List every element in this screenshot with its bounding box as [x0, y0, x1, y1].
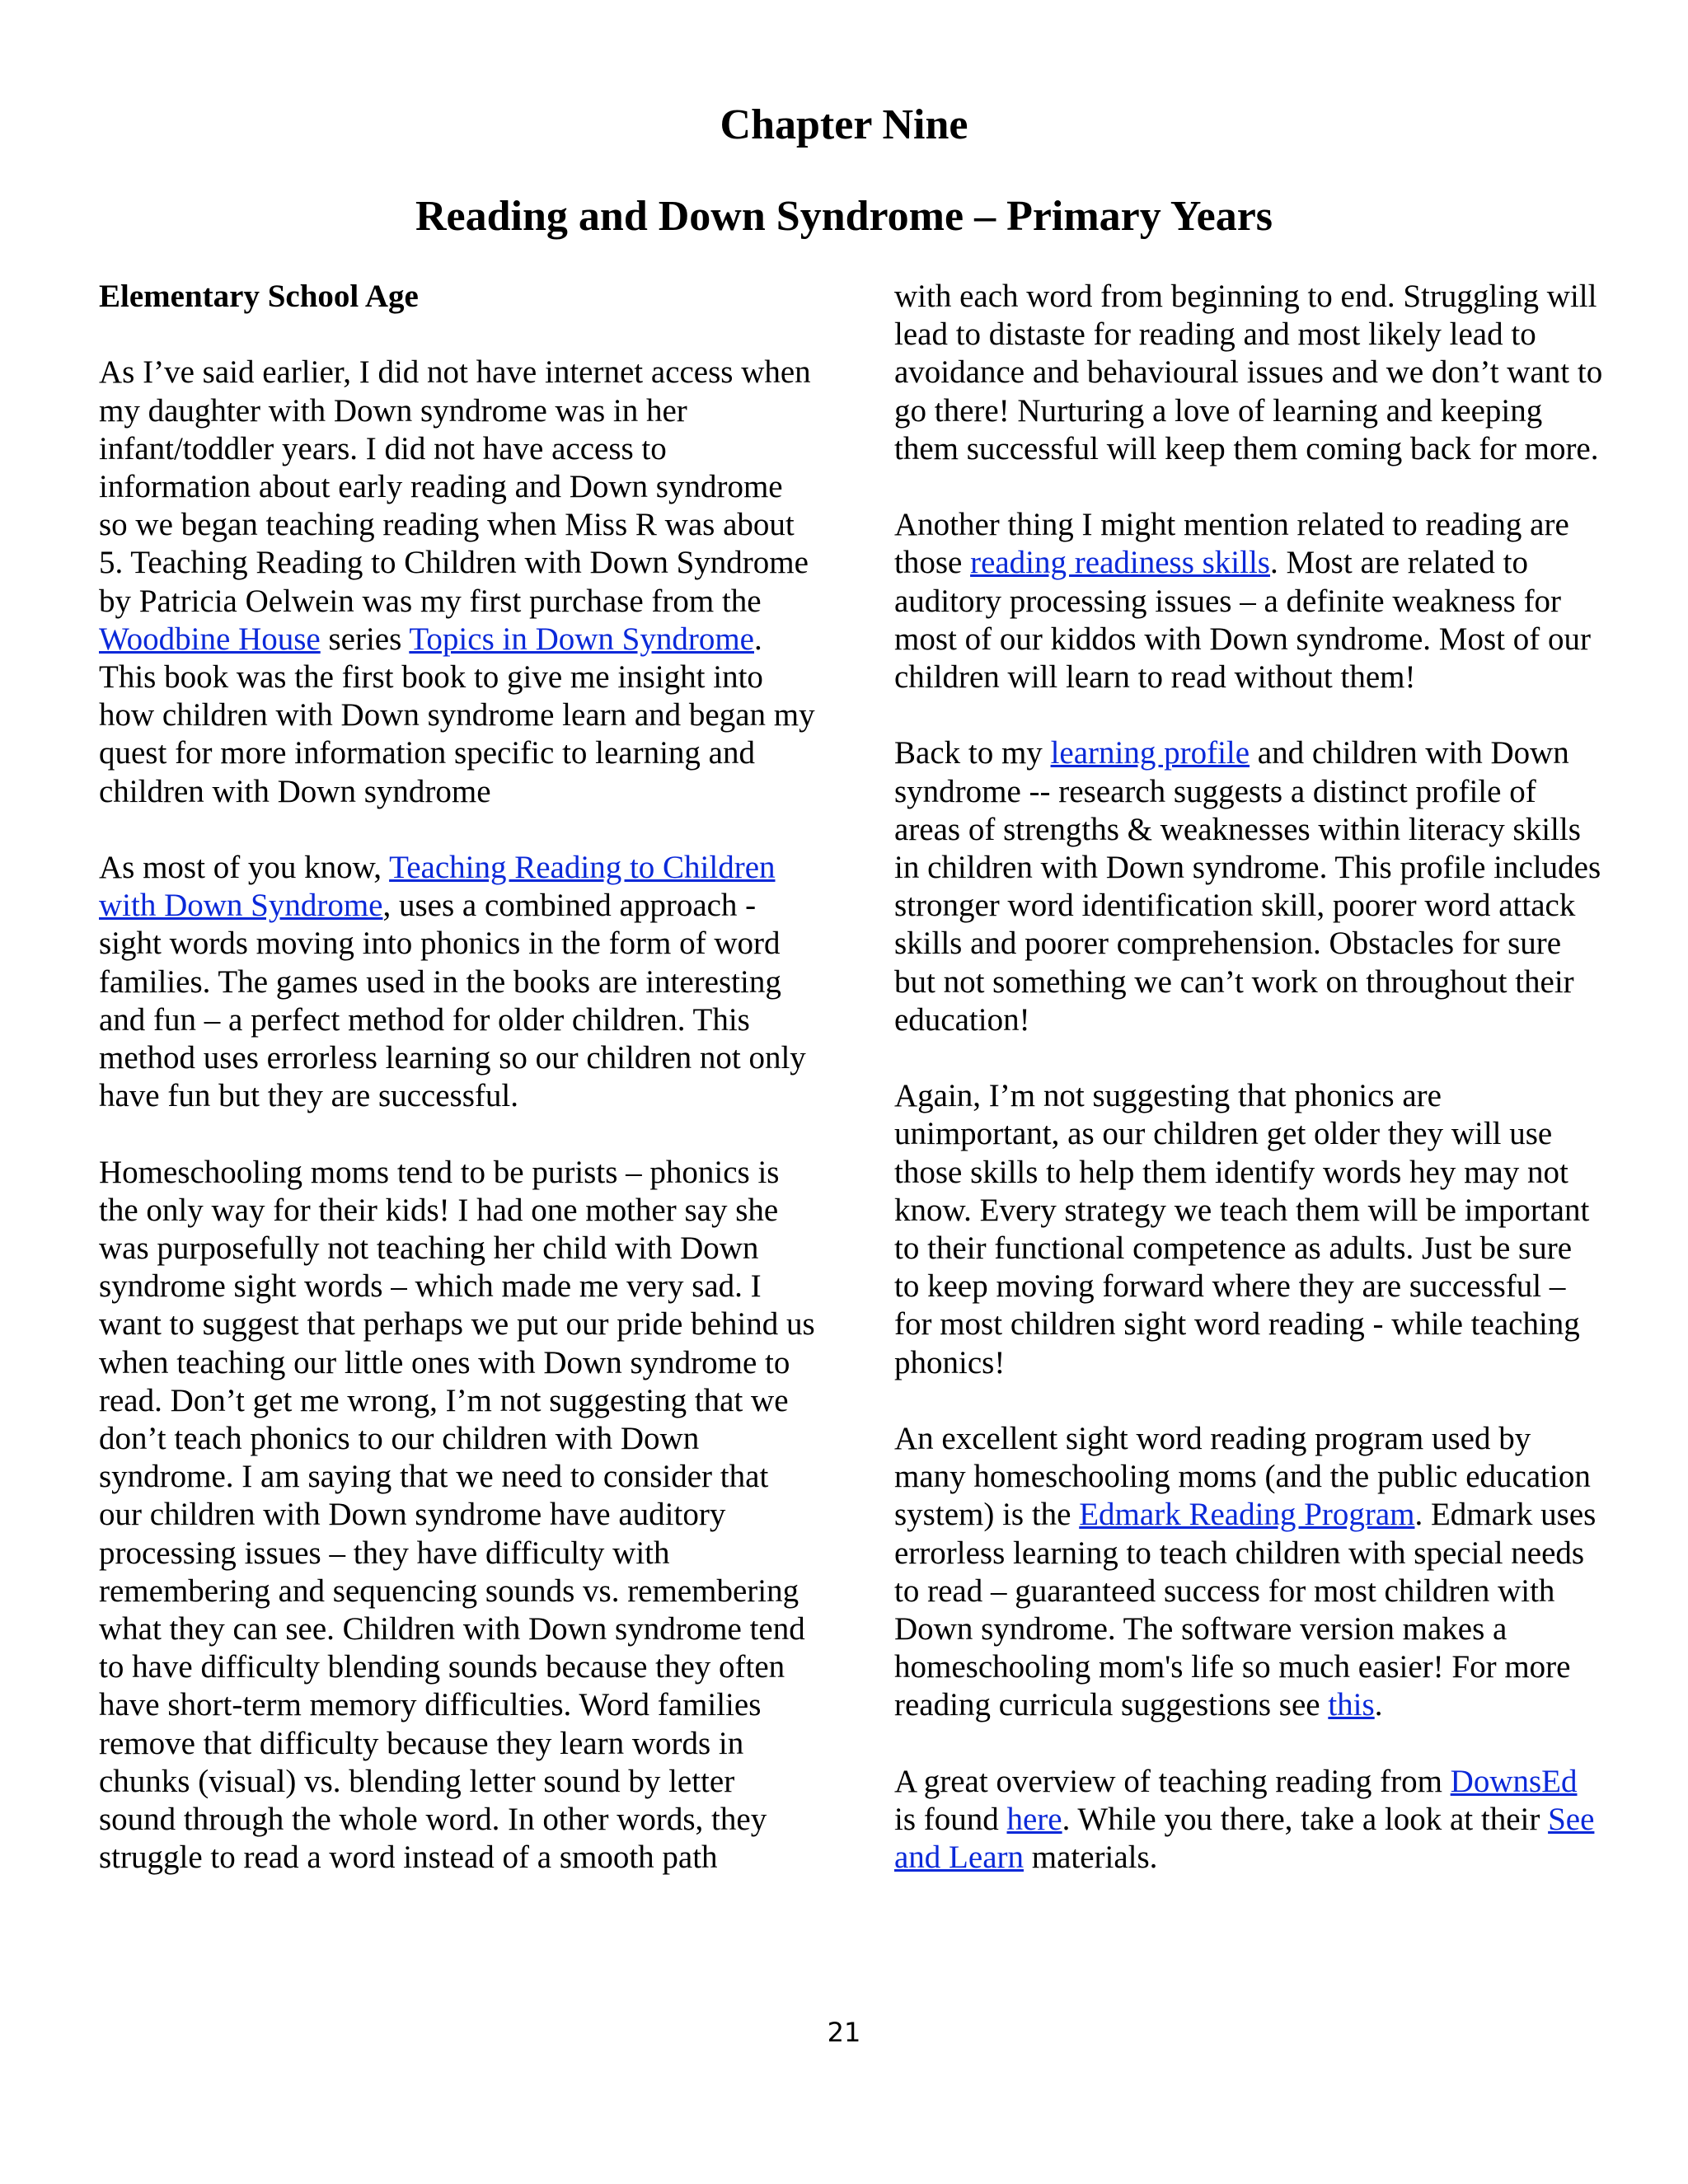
downsed-link[interactable]: DownsEd: [1450, 1763, 1578, 1799]
right-paragraph-1: with each word from beginning to end. Struggling will lead to distaste for reading and most likely lead to avoidance and behavioural issues and we don’t want to go there! Nurturing a love of learning and keeping them successful will keep them coming back for more.: [894, 279, 1603, 466]
page-number: 21: [827, 2017, 861, 2048]
right-paragraph-3: Back to my learning profile and children with Down syndrome -- research suggests a distinct profile of areas of strengths & weaknesses within literacy skills in children with Down syndrome. This profile includes stronger word identification skill, poorer word attack skills and poorer comprehension. Obstacles for sure but not something we can’t work on throughout their education!: [894, 735, 1601, 1038]
right-paragraph-6: A great overview of teaching reading from DownsEd is found here. While you there, take a look at their See and Learn materials.: [894, 1763, 1595, 1876]
reading-readiness-skills-link[interactable]: reading readiness skills: [970, 545, 1270, 581]
woodbine-house-link[interactable]: Woodbine House: [99, 621, 321, 657]
right-paragraph-2: Another thing I might mention related to reading are those reading readiness skills. Most are related to auditory processing issues – a definite weakness for most of our kiddos with Down syndrome. Most of our children will learn to read without them!: [894, 507, 1591, 696]
edmark-reading-program-link[interactable]: Edmark Reading Program: [1079, 1497, 1415, 1533]
chapter-title: Chapter Nine: [720, 101, 968, 148]
left-paragraph-2: As most of you know, Teaching Reading to Children with Down Syndrome, uses a combined approach - sight words moving into phonics in the form of word families. The games used in the books are interesting and fun – a perfect method for older children. This method uses errorless learning so our children not only have fun but they are successful.: [99, 850, 806, 1114]
here-link[interactable]: here: [1006, 1802, 1062, 1838]
this-link[interactable]: this: [1328, 1687, 1375, 1723]
topics-in-down-syndrome-link[interactable]: Topics in Down Syndrome: [409, 621, 754, 657]
teaching-reading-link[interactable]: Teaching Reading to Children with Down Syndrome: [99, 850, 776, 924]
right-paragraph-5: An excellent sight word reading program used by many homeschooling moms (and the public education system) is the Edmark Reading Program. Edmark uses errorless learning to teach children with special needs to read – guaranteed success for most children with Down syndrome. The software version makes a homeschooling mom's life so much easier! For more reading curricula suggestions see this.: [894, 1421, 1597, 1723]
page-subtitle: Reading and Down Syndrome – Primary Years: [415, 193, 1273, 240]
left-column: [99, 278, 816, 1877]
right-column: [894, 278, 1603, 1877]
left-paragraph-3: Homeschooling moms tend to be purists – phonics is the only way for their kids! I had one mother say she was purposefully not teaching her child with Down syndrome sight words – which made me very sad. I want to suggest that perhaps we put our pride behind us when teaching our little ones with Down syndrome to read. Don’t get me wrong, I’m not suggesting that we don’t teach phonics to our children with Down syndrome. I am saying that we need to consider that our children with Down syndrome have auditory processing issues – they have difficulty with remembering and sequencing sounds vs. remembering what they can see. Children with Down syndrome tend to have difficulty blending sounds because they often have short-term memory difficulties. Word families remove that difficulty because they learn words in chunks (visual) vs. blending letter sound by letter sound through the whole word. In other words, they struggle to read a word instead of a smooth path: [99, 1154, 815, 1876]
section-heading: Elementary School Age: [99, 279, 419, 314]
left-paragraph-1: As I’ve said earlier, I did not have internet access when my daughter with Down syndrome was in her infant/toddler years. I did not have access to information about early reading and Down syndrome so we began teaching reading when Miss R was about 5. Teaching Reading to Children with Down Syndrome by Patricia Oelwein was my first purchase from the Woodbine House series Topics in Down Syndrome. This book was the first book to give me insight into how children with Down syndrome learn and began my quest for more information specific to learning and children with Down syndrome: [99, 354, 815, 809]
right-paragraph-4: Again, I’m not suggesting that phonics are unimportant, as our children get older they will use those skills to help them identify words hey may not know. Every strategy we teach them will be important to their functional competence as adults. Just be sure to keep moving forward where they are successful – for most children sight word reading - while teaching phonics!: [894, 1078, 1590, 1380]
see-and-learn-link[interactable]: See and Learn: [894, 1802, 1595, 1876]
learning-profile-link[interactable]: learning profile: [1050, 735, 1250, 771]
